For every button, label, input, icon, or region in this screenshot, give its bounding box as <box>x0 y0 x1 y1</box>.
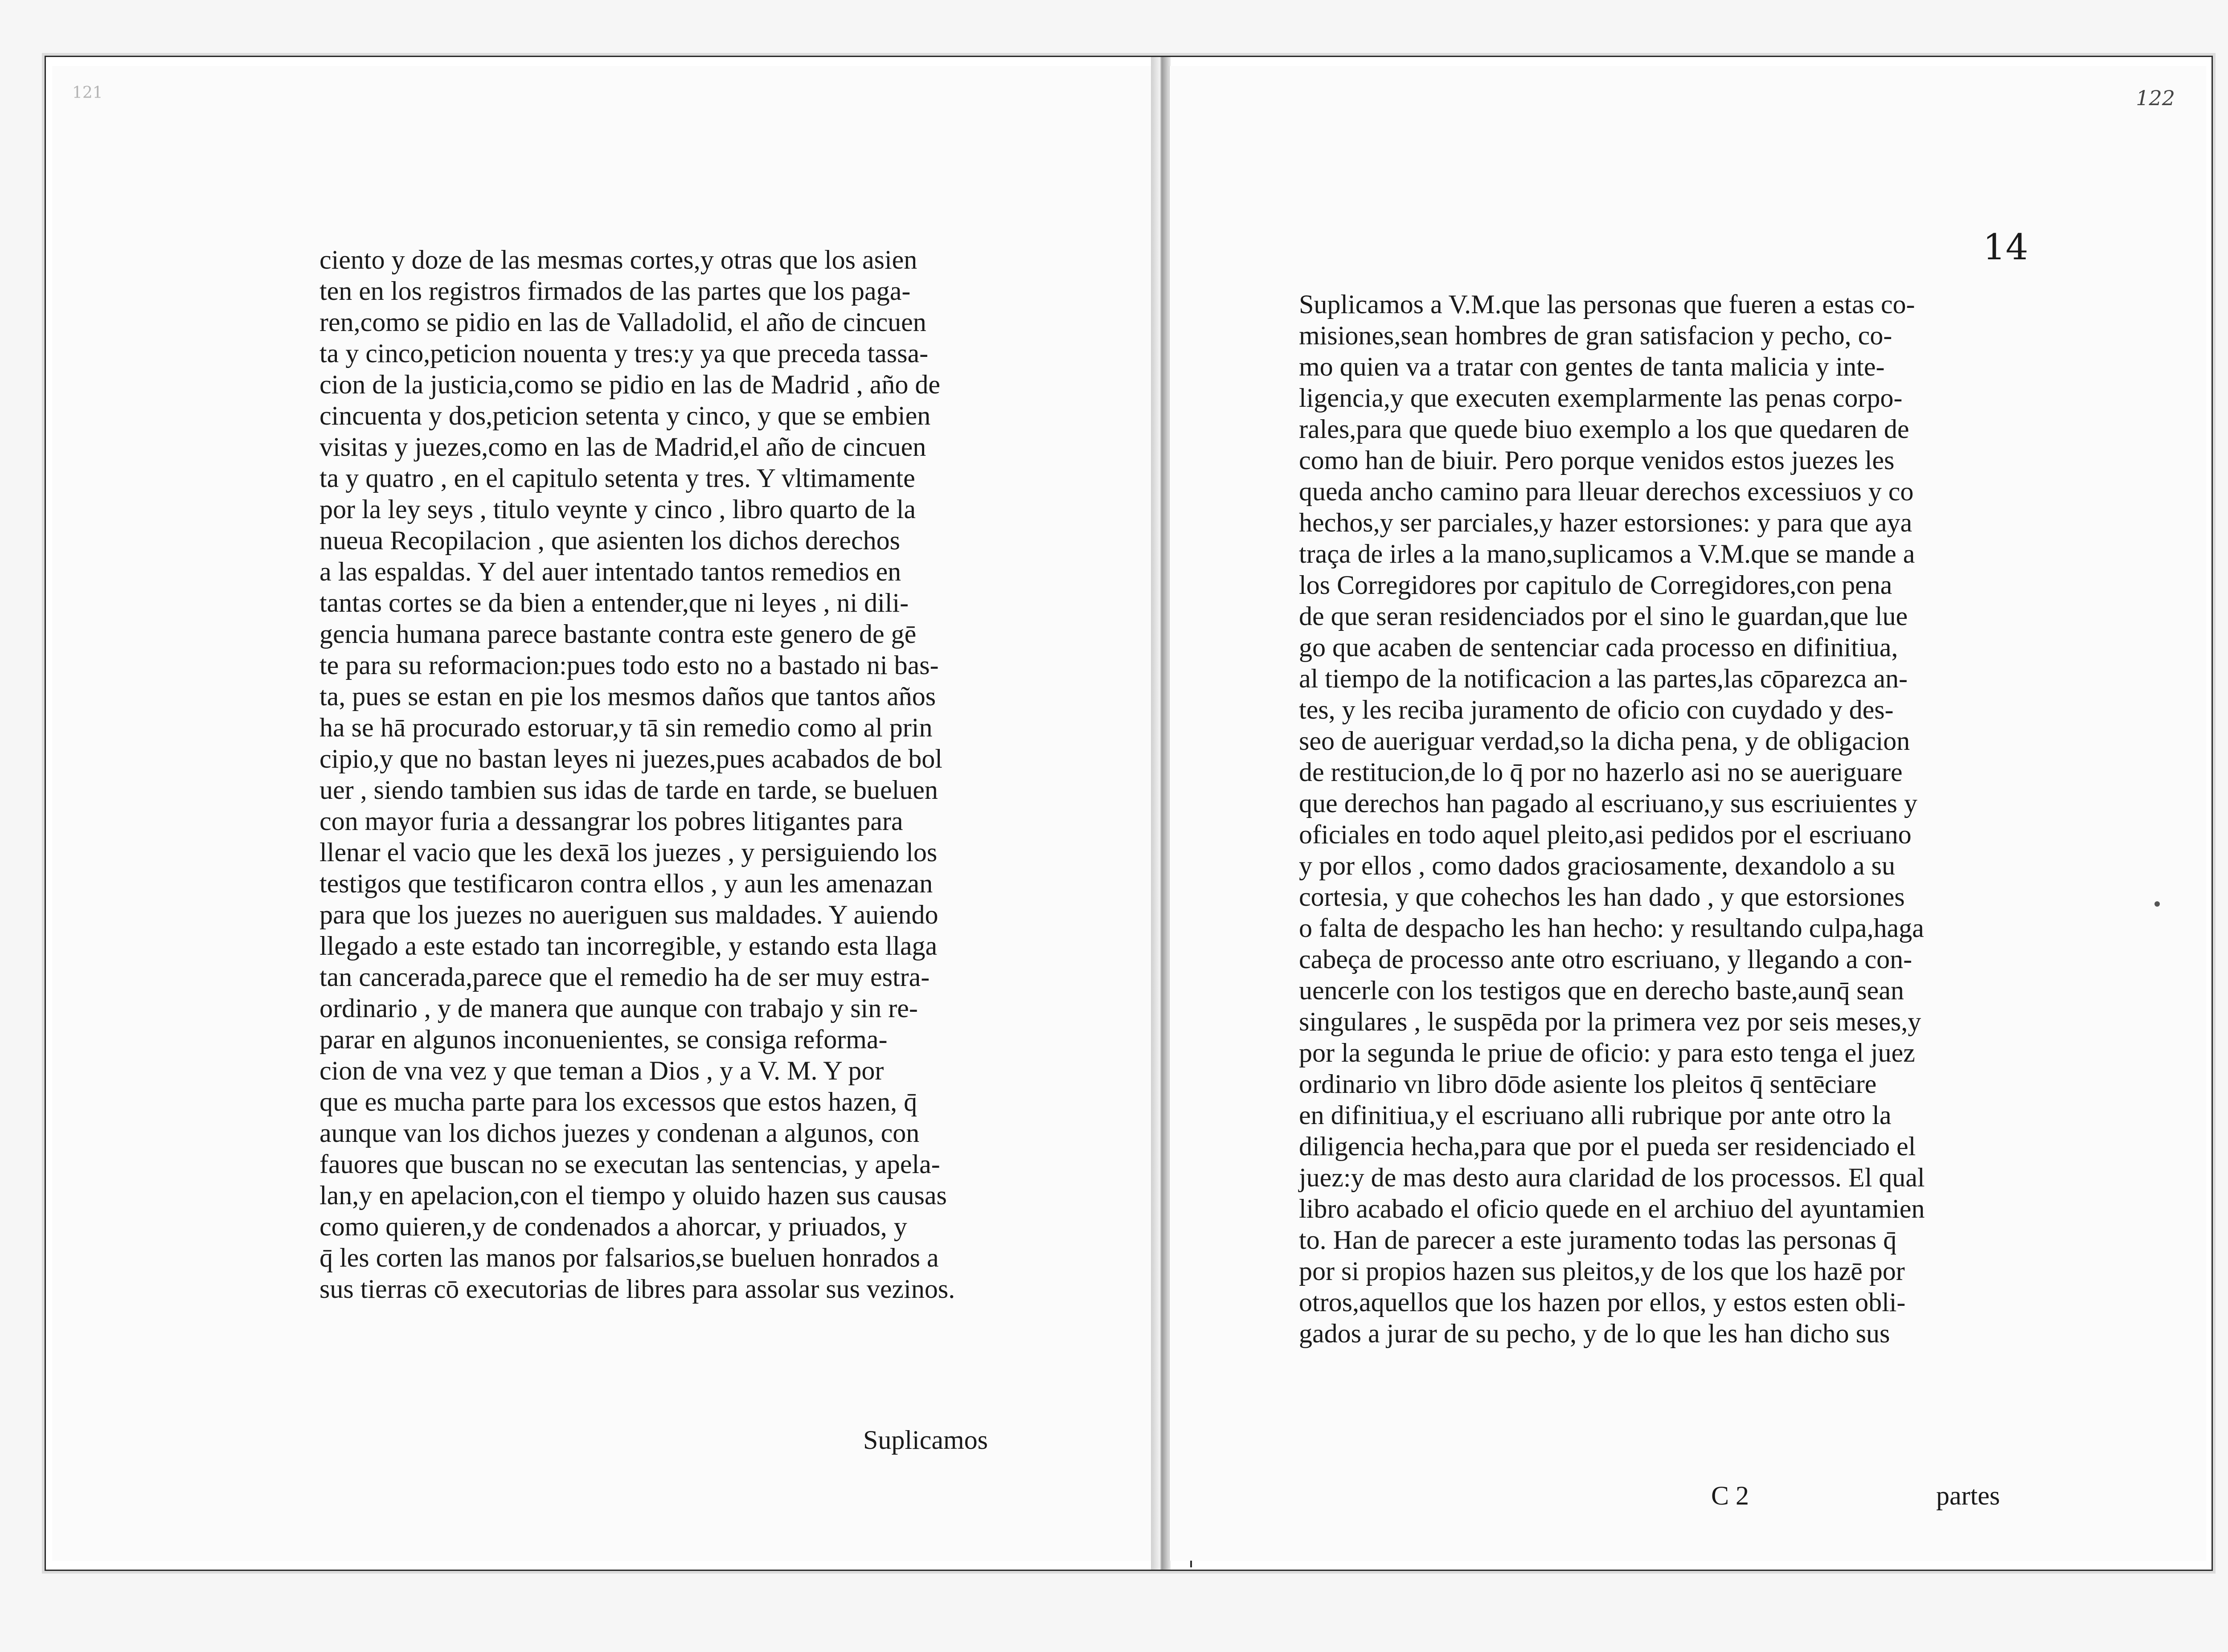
text-line: de restitucion,de lo q̄ por no hazerlo asi no se aueriguare <box>1299 757 1903 787</box>
text-line: como han de biuir. Pero porque venidos estos juezes les <box>1299 446 1895 475</box>
text-line: ren,como se pidio en las de Valladolid, el año de cincuen <box>319 307 926 337</box>
text-line: juez:y de mas desto aura claridad de los processos. El qual <box>1299 1163 1925 1192</box>
text-line: nueua Recopilacion , que asienten los dichos derechos <box>319 526 900 555</box>
text-line: singulares , le suspēda por la primera vez por seis meses,y <box>1299 1007 1921 1036</box>
text-line: ciento y doze de las mesmas cortes,y otras que los asien <box>319 245 917 274</box>
text-line: aunque van los dichos juezes y condenan a algunos, con <box>319 1118 920 1148</box>
text-line: para que los juezes no aueriguen sus maldades. Y auiendo <box>319 900 938 929</box>
text-line: tes, y les reciba juramento de oficio con cuydado y des- <box>1299 695 1894 724</box>
text-line: con mayor furia a dessangrar los pobres litigantes para <box>319 806 903 836</box>
signature-mark: C 2 <box>1711 1481 1749 1510</box>
text-line: to. Han de parecer a este juramento todas las personas q̄ <box>1299 1225 1897 1255</box>
text-line: sus tierras cō executorias de libres para assolar sus vezinos. <box>319 1274 955 1304</box>
text-line: cortesia, y que cohechos les han dado , y que estorsiones <box>1299 882 1905 912</box>
text-line: diligencia hecha,para que por el pueda ser residenciado el <box>1299 1132 1916 1161</box>
text-line: tantas cortes se da bien a entender,que ni leyes , ni dili- <box>319 588 909 617</box>
text-line: q̄ les corten las manos por falsarios,se bueluen honrados a <box>319 1243 939 1272</box>
text-line: seo de aueriguar verdad,so la dicha pena, y de obligacion <box>1299 726 1910 756</box>
left-catchword: Suplicamos <box>863 1425 988 1455</box>
text-line: ligencia,y que executen exemplarmente las penas corpo- <box>1299 383 1903 413</box>
text-line: testigos que testificaron contra ellos , y aun les amenazan <box>319 869 933 898</box>
text-line: cipio,y que no bastan leyes ni juezes,pues acabados de bol <box>319 744 942 773</box>
text-line: gencia humana parece bastante contra este genero de gē <box>319 619 917 649</box>
text-line: o falta de despacho les han hecho: y resultando culpa,haga <box>1299 913 1924 943</box>
left-page-text <box>319 244 955 1304</box>
text-line: fauores que buscan no se executan las sentencias, y apela- <box>319 1149 940 1179</box>
text-line: queda ancho camino para lleuar derechos excessiuos y co <box>1299 477 1914 506</box>
right-page <box>1169 66 2206 1561</box>
text-line: libro acabado el oficio quede en el archiuo del ayuntamien <box>1299 1194 1925 1223</box>
text-line: ha se hā procurado estoruar,y tā sin remedio como al prin <box>319 713 933 742</box>
text-line: go que acaben de sentenciar cada processo en difinitiua, <box>1299 633 1898 662</box>
text-line: los Corregidores por capitulo de Corregidores,con pena <box>1299 570 1892 600</box>
text-line: te para su reformacion:pues todo esto no a bastado ni bas- <box>319 650 939 680</box>
text-line: lan,y en apelacion,con el tiempo y oluido hazen sus causas <box>319 1181 947 1210</box>
text-line: ta y quatro , en el capitulo setenta y tres. Y vltimamente <box>319 463 915 493</box>
text-line: cincuenta y dos,peticion setenta y cinco, y que se embien <box>319 401 931 430</box>
right-page-text <box>1299 289 1925 1349</box>
text-line: a las espaldas. Y del auer intentado tantos remedios en <box>319 557 901 586</box>
ink-speck <box>2154 901 2160 907</box>
text-line: otros,aquellos que los hazen por ellos, y estos esten obli- <box>1299 1288 1906 1317</box>
text-line: ta y cinco,peticion nouenta y tres:y ya que preceda tassa- <box>319 339 929 368</box>
text-line: que es mucha parte para los excessos que estos hazen, q̄ <box>319 1087 917 1116</box>
text-line: como quieren,y de condenados a ahorcar, y priuados, y <box>319 1212 907 1241</box>
text-line: ordinario vn libro dōde asiente los pleitos q̄ sentēciare <box>1299 1069 1877 1099</box>
text-line: por la segunda le priue de oficio: y para esto tenga el juez <box>1299 1038 1915 1067</box>
folio-number: 122 <box>2136 86 2175 110</box>
text-line: llenar el vacio que les dexā los juezes , y persiguiendo los <box>319 838 938 867</box>
corner-mark: 121 <box>72 84 103 102</box>
book-spread <box>45 56 2213 1571</box>
text-line: parar en algunos inconuenientes, se consiga reforma- <box>319 1025 888 1054</box>
text-line: visitas y juezes,como en las de Madrid,el año de cincuen <box>319 432 926 462</box>
text-line: en difinitiua,y el escriuano alli rubrique por ante otro la <box>1299 1100 1892 1130</box>
text-line: de que seran residenciados por el sino le guardan,que lue <box>1299 601 1908 631</box>
text-line: uer , siendo tambien sus idas de tarde en tarde, se bueluen <box>319 775 938 805</box>
left-page <box>52 66 1154 1561</box>
text-line: cabeça de processo ante otro escriuano, y llegando a con- <box>1299 945 1913 974</box>
text-line: ordinario , y de manera que aunque con trabajo y sin re- <box>319 994 918 1023</box>
text-line: que derechos han pagado al escriuano,y sus escriuientes y <box>1299 789 1917 818</box>
text-line: ta, pues se estan en pie los mesmos daños que tantos años <box>319 682 936 711</box>
book-gutter <box>1151 57 1171 1570</box>
text-line: llegado a este estado tan incorregible, y estando esta llaga <box>319 931 938 961</box>
text-line: mo quien va a tratar con gentes de tanta malicia y inte- <box>1299 352 1885 381</box>
text-line: y por ellos , como dados graciosamente, dexandolo a su <box>1299 851 1895 880</box>
text-line: cion de la justicia,como se pidio en las de Madrid , año de <box>319 370 940 399</box>
text-line: tan cancerada,parece que el remedio ha de ser muy estra- <box>319 962 930 992</box>
text-line: traça de irles a la mano,suplicamos a V.M.que se mande a <box>1299 539 1915 568</box>
text-line: misiones,sean hombres de gran satisfacion y pecho, co- <box>1299 321 1892 350</box>
right-catchword: partes <box>1936 1481 2000 1510</box>
text-line: cion de vna vez y que teman a Dios , y a V. M. Y por <box>319 1056 884 1085</box>
text-line: hechos,y ser parciales,y hazer estorsiones: y para que aya <box>1299 508 1913 537</box>
text-line: por si propios hazen sus pleitos,y de los que los hazē por <box>1299 1256 1905 1286</box>
text-line: gados a jurar de su pecho, y de lo que les han dicho sus <box>1299 1319 1890 1348</box>
text-line: Suplicamos a V.M.que las personas que fueren a estas co- <box>1299 290 1915 319</box>
text-line: al tiempo de la notificacion a las partes,las cōparezca an- <box>1299 664 1908 693</box>
text-line: rales,para que quede biuo exemplo a los que quedaren de <box>1299 414 1909 444</box>
text-line: uencerle con los testigos que en derecho baste,aunq̄ sean <box>1299 976 1904 1005</box>
text-line: ten en los registros firmados de las partes que los paga- <box>319 276 911 306</box>
text-line: oficiales en todo aquel pleito,asi pedidos por el escriuano <box>1299 820 1912 849</box>
page-number: 14 <box>1983 226 2028 268</box>
text-line: por la ley seys , titulo veynte y cinco , libro quarto de la <box>319 495 916 524</box>
